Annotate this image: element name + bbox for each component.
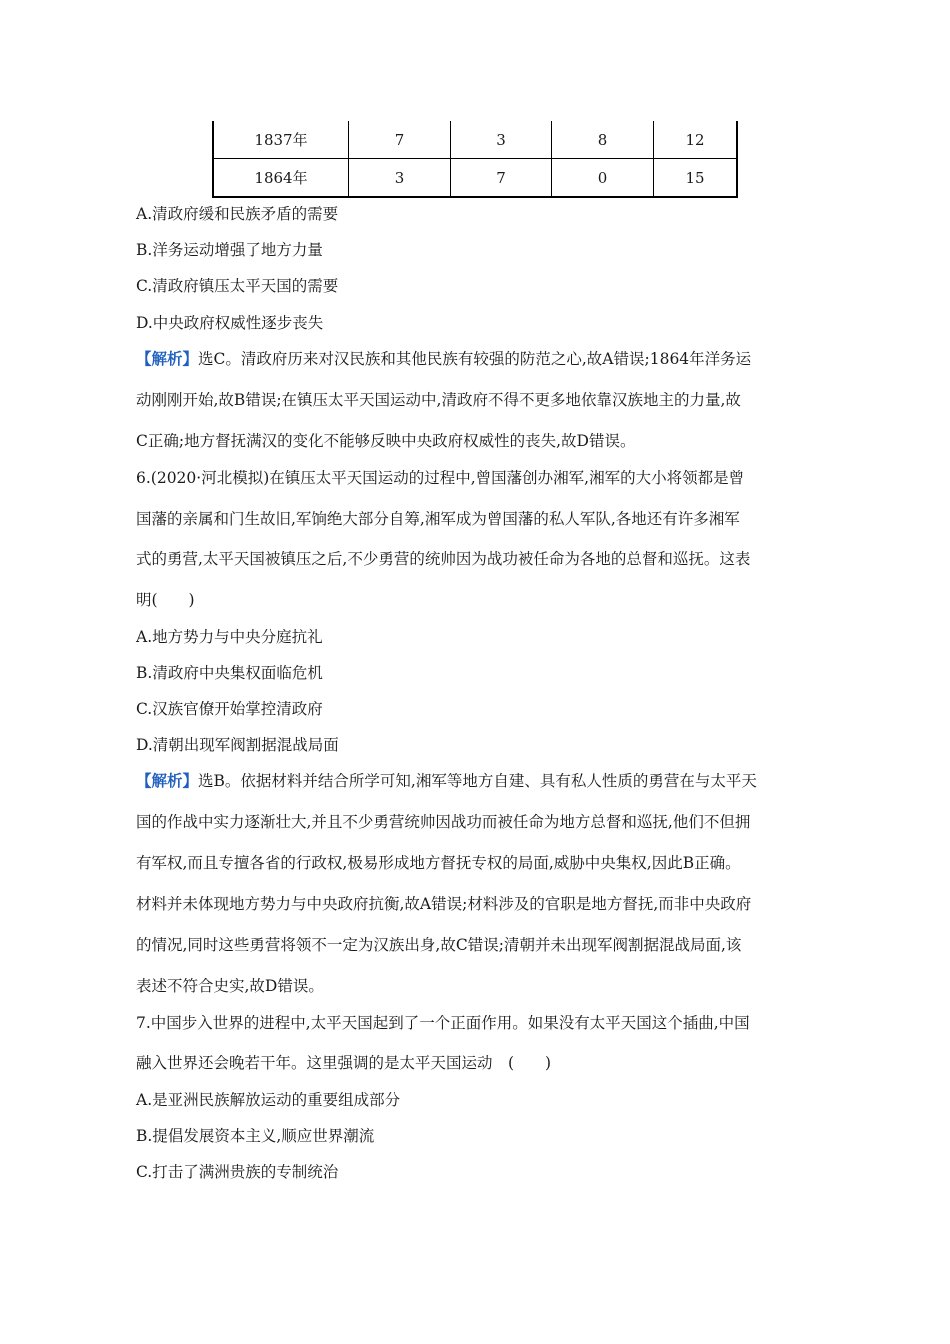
q5-option-c: C.清政府镇压太平天国的需要: [136, 277, 339, 295]
q5-analysis-line: C正确;地方督抚满汉的变化不能够反映中央政府权威性的丧失,故D错误。: [136, 432, 636, 450]
q6-analysis-line: [136, 771, 836, 791]
analysis-tag: 【解析】: [136, 771, 199, 790]
q6-option-c: C.汉族官僚开始掌控清政府: [136, 700, 323, 718]
table-cell: 8: [552, 121, 654, 159]
q5-analysis-line: 动刚刚开始,故B错误;在镇压太平天国运动中,清政府不得不更多地依靠汉族地主的力量,故: [136, 391, 741, 409]
analysis-text: 选B。依据材料并结合所学可知,湘军等地方自建、具有私人性质的勇营在与太平天: [198, 772, 757, 790]
data-table: [212, 121, 738, 198]
q7-stem-line: 融入世界还会晚若干年。这里强调的是太平天国运动 ( ): [136, 1054, 552, 1072]
table-cell: 0: [552, 159, 654, 198]
q7-option-c: C.打击了满洲贵族的专制统治: [136, 1163, 339, 1181]
q5-option-b: B.洋务运动增强了地方力量: [136, 241, 323, 259]
q6-analysis-line: 有军权,而且专擅各省的行政权,极易形成地方督抚专权的局面,威胁中央集权,因此B正确。: [136, 854, 741, 872]
table-cell: 7: [451, 159, 552, 198]
q7-option-a: A.是亚洲民族解放运动的重要组成部分: [136, 1091, 401, 1109]
q6-stem-line: 式的勇营,太平天国被镇压之后,不少勇营的统帅因为战功被任命为各地的总督和巡抚。这表: [136, 550, 751, 568]
q6-option-a: A.地方势力与中央分庭抗礼: [136, 628, 323, 646]
q6-option-d: D.清朝出现军阀割据混战局面: [136, 736, 339, 754]
table-row: [213, 159, 737, 198]
q6-stem-line: 明( ): [136, 591, 195, 609]
q6-analysis-line: 表述不符合史实,故D错误。: [136, 977, 324, 995]
q7-option-b: B.提倡发展资本主义,顺应世界潮流: [136, 1127, 375, 1145]
table-cell: 3: [451, 121, 552, 159]
q6-stem-line: 6.(2020·河北模拟)在镇压太平天国运动的过程中,曾国藩创办湘军,湘军的大小将领都是曾: [136, 469, 745, 487]
q6-analysis-line: 材料并未体现地方势力与中央政府抗衡,故A错误;材料涉及的官职是地方督抚,而非中央政府: [136, 895, 752, 913]
table-cell: 7: [349, 121, 451, 159]
table-cell: 12: [654, 121, 738, 159]
q6-option-b: B.清政府中央集权面临危机: [136, 664, 323, 682]
q5-option-a: A.清政府缓和民族矛盾的需要: [136, 205, 339, 223]
q5-option-d: D.中央政府权威性逐步丧失: [136, 314, 324, 332]
table-cell: 3: [349, 159, 451, 198]
analysis-tag: 【解析】: [136, 349, 199, 368]
analysis-text: 选C。清政府历来对汉民族和其他民族有较强的防范之心,故A错误;1864年洋务运: [198, 350, 752, 368]
table-cell: 1837年: [213, 121, 349, 159]
table-row: [213, 121, 737, 159]
q5-analysis-line: [136, 349, 836, 369]
table-cell: 15: [654, 159, 738, 198]
q7-stem-line: 7.中国步入世界的进程中,太平天国起到了一个正面作用。如果没有太平天国这个插曲,中国: [136, 1014, 750, 1032]
q6-analysis-line: 的情况,同时这些勇营将领不一定为汉族出身,故C错误;清朝并未出现军阀割据混战局面,该: [136, 936, 742, 954]
q6-analysis-line: 国的作战中实力逐渐壮大,并且不少勇营统帅因战功而被任命为地方总督和巡抚,他们不但拥: [136, 813, 751, 831]
q6-stem-line: 国藩的亲属和门生故旧,军饷绝大部分自筹,湘军成为曾国藩的私人军队,各地还有许多湘军: [136, 510, 740, 528]
table-cell: 1864年: [213, 159, 349, 198]
